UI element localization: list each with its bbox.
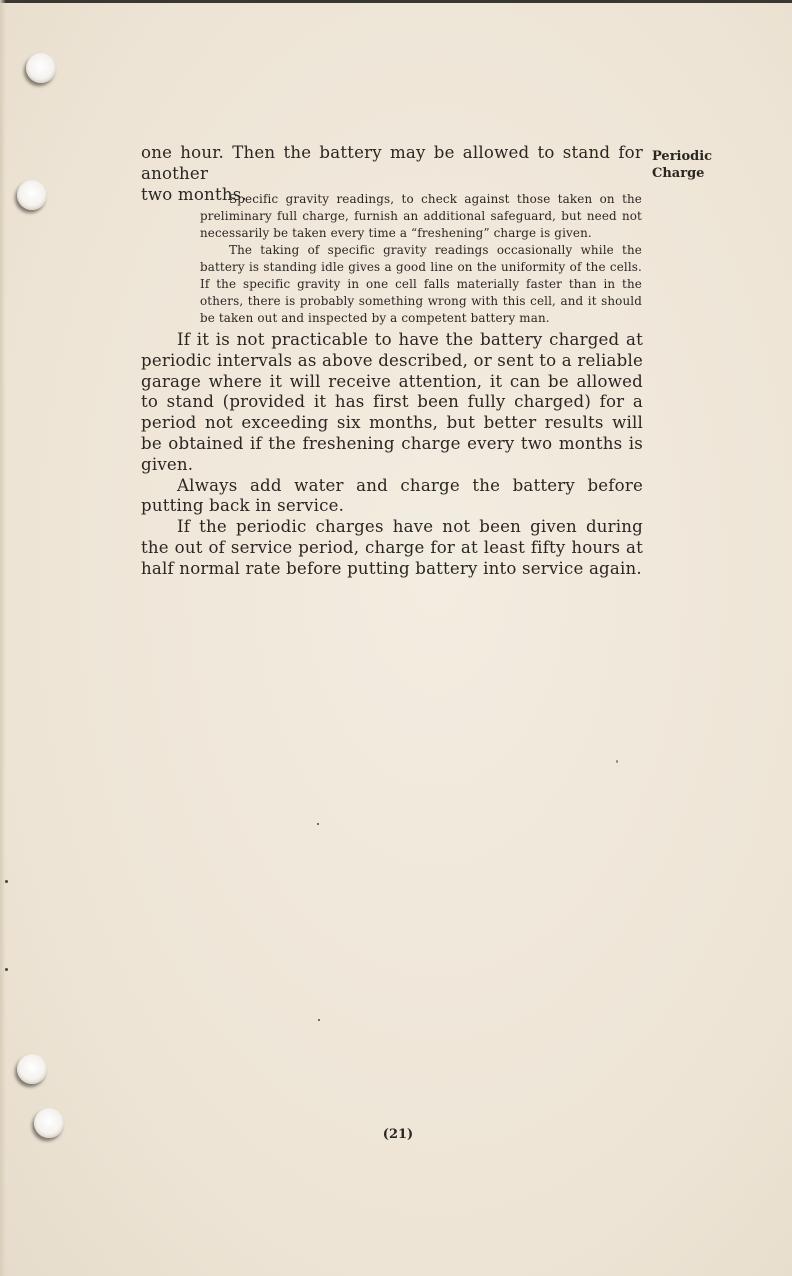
page-top-edge	[0, 0, 792, 3]
punch-hole	[17, 180, 47, 210]
paper-speck	[616, 760, 618, 763]
page-number: (21)	[382, 1127, 414, 1142]
note-paragraph-2: The taking of specific gravity readings occasionally while the battery is standing idle gives a good line on the uniformity of the cells. If the specific gravity in one cell falls materially faster than in the others, there is probably something wrong with this cell, and it should be taken out and inspected by a competent battery man.	[200, 243, 642, 325]
punch-hole	[26, 53, 56, 83]
paper-speck	[5, 968, 8, 971]
note-paragraph-1: Specific gravity readings, to check against those taken on the preliminary full charge, furnish an additional safeguard, but need not necessarily be taken every time a “freshening” charge is given.	[200, 192, 642, 240]
margin-heading	[652, 148, 712, 182]
body-text	[141, 330, 643, 580]
margin-heading-line-2: Charge	[652, 166, 705, 181]
page-left-edge	[0, 0, 6, 1276]
body-paragraph-3: If the periodic charges have not been given during the out of service period, charge for at least fifty hours at half normal rate before putting battery into service again.	[141, 517, 643, 578]
body-paragraph-1: If it is not practicable to have the battery charged at periodic intervals as above described, or sent to a reliable garage where it will receive attention, it can be allowed to stand (provided it has first been fully charged) for a period not exceeding six months, but better results will be obtained if the freshening charge every two months is given.	[141, 330, 643, 474]
body-paragraph-2: Always add water and charge the battery before putting back in service.	[141, 475, 643, 516]
margin-heading-line-1: Periodic	[652, 149, 713, 164]
punch-hole	[17, 1054, 47, 1084]
paper-speck	[317, 823, 319, 825]
paper-speck	[318, 1019, 320, 1021]
paper-speck	[5, 880, 8, 883]
intro-line-1: one hour. Then the battery may be allowed to stand for another	[141, 143, 643, 183]
intro-line-2: two months.	[141, 184, 247, 204]
small-print-note	[200, 191, 642, 327]
